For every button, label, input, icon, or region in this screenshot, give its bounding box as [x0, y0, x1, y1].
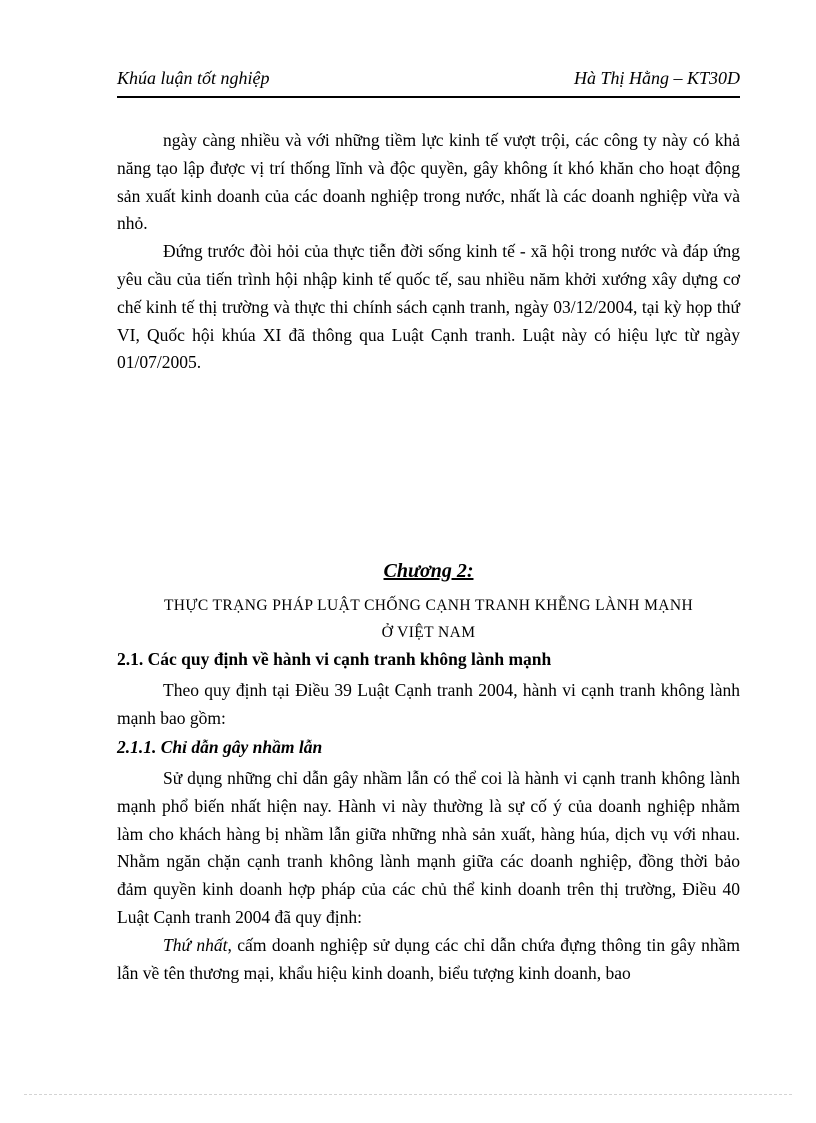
intro-paragraph-1: ngày càng nhiều và với những tiềm lực kinh tế vượt trội, các công ty này có khả năng tạo lập được vị trí thống lĩnh và độc quyền, gây không ít khó khăn cho hoạt động sản xuất kinh doanh của các doanh nghiệp trong nước, nhất là các doanh nghiệp vừa và nhỏ.: [117, 130, 740, 234]
subsection-paragraph-2-text: , cấm doanh nghiệp sử dụng các chỉ dẫn chứa đựng thông tin gây nhầm lẫn về tên thương mại, khẩu hiệu kinh doanh, biểu tượng kinh doanh, bao: [117, 934, 741, 983]
header-thesis-label: Khúa luận tốt nghiệp: [117, 68, 270, 88]
intro-paragraph-2: Đứng trước đòi hỏi của thực tiễn đời sống kinh tế - xã hội trong nước và đáp ứng yêu cầu của tiến trình hội nhập kinh tế quốc tế, sau nhiều năm khởi xướng xây dựng cơ chế kinh tế thị trường và thực thi chính sách cạnh tranh, ngày 03/12/2004, tại kỳ họp thứ VI, Quốc hội khúa XI đã thông qua Luật Cạnh tranh. Luật này có hiệu lực từ ngày 01/07/2005.: [117, 241, 740, 373]
subsection-paragraph-2: [117, 932, 740, 988]
page-header: [117, 66, 740, 98]
header-author: Hà Thị Hằng – KT30D: [573, 68, 740, 88]
page-bottom-divider: [24, 1094, 792, 1095]
subsection-paragraph-2-emphasis: Thứ nhất: [163, 934, 228, 955]
subsection-paragraph-1: Sử dụng những chỉ dẫn gây nhầm lẫn có thể coi là hành vi cạnh tranh không lành mạnh phổ biến nhất hiện nay. Hành vi này thường là sự cố ý của doanh nghiệp nhằm làm cho khách hàng bị nhầm lẫn giữa những nhà sản xuất, hàng húa, dịch vụ với nhau. Nhằm ngăn chặn cạnh tranh không lành mạnh giữa các doanh nghiệp, đồng thời bảo đảm quyền kinh doanh hợp pháp của các chủ thể kinh doanh trên thị trường, Điều 40 Luật Cạnh tranh 2004 đã quy định:: [117, 768, 740, 927]
subsection-block: [117, 765, 740, 987]
chapter-subtitle: [117, 592, 740, 646]
chapter-subtitle-line-1: THỰC TRẠNG PHÁP LUẬT CHỐNG CẠNH TRANH KHỄNG LÀNH MẠNH: [163, 597, 694, 614]
section-block: [117, 677, 740, 733]
intro-block: [117, 127, 740, 377]
subsection-heading: 2.1.1. Chỉ dẫn gây nhầm lẫn: [117, 737, 323, 757]
chapter-title: Chương 2:: [383, 560, 474, 582]
section-heading: 2.1. Các quy định về hành vi cạnh tranh không lành mạnh: [117, 649, 552, 669]
chapter-subtitle-line-2: Ở VIỆT NAM: [381, 624, 476, 641]
section-paragraph-1: Theo quy định tại Điều 39 Luật Cạnh tranh 2004, hành vi cạnh tranh không lành mạnh bao gồm:: [117, 680, 740, 728]
